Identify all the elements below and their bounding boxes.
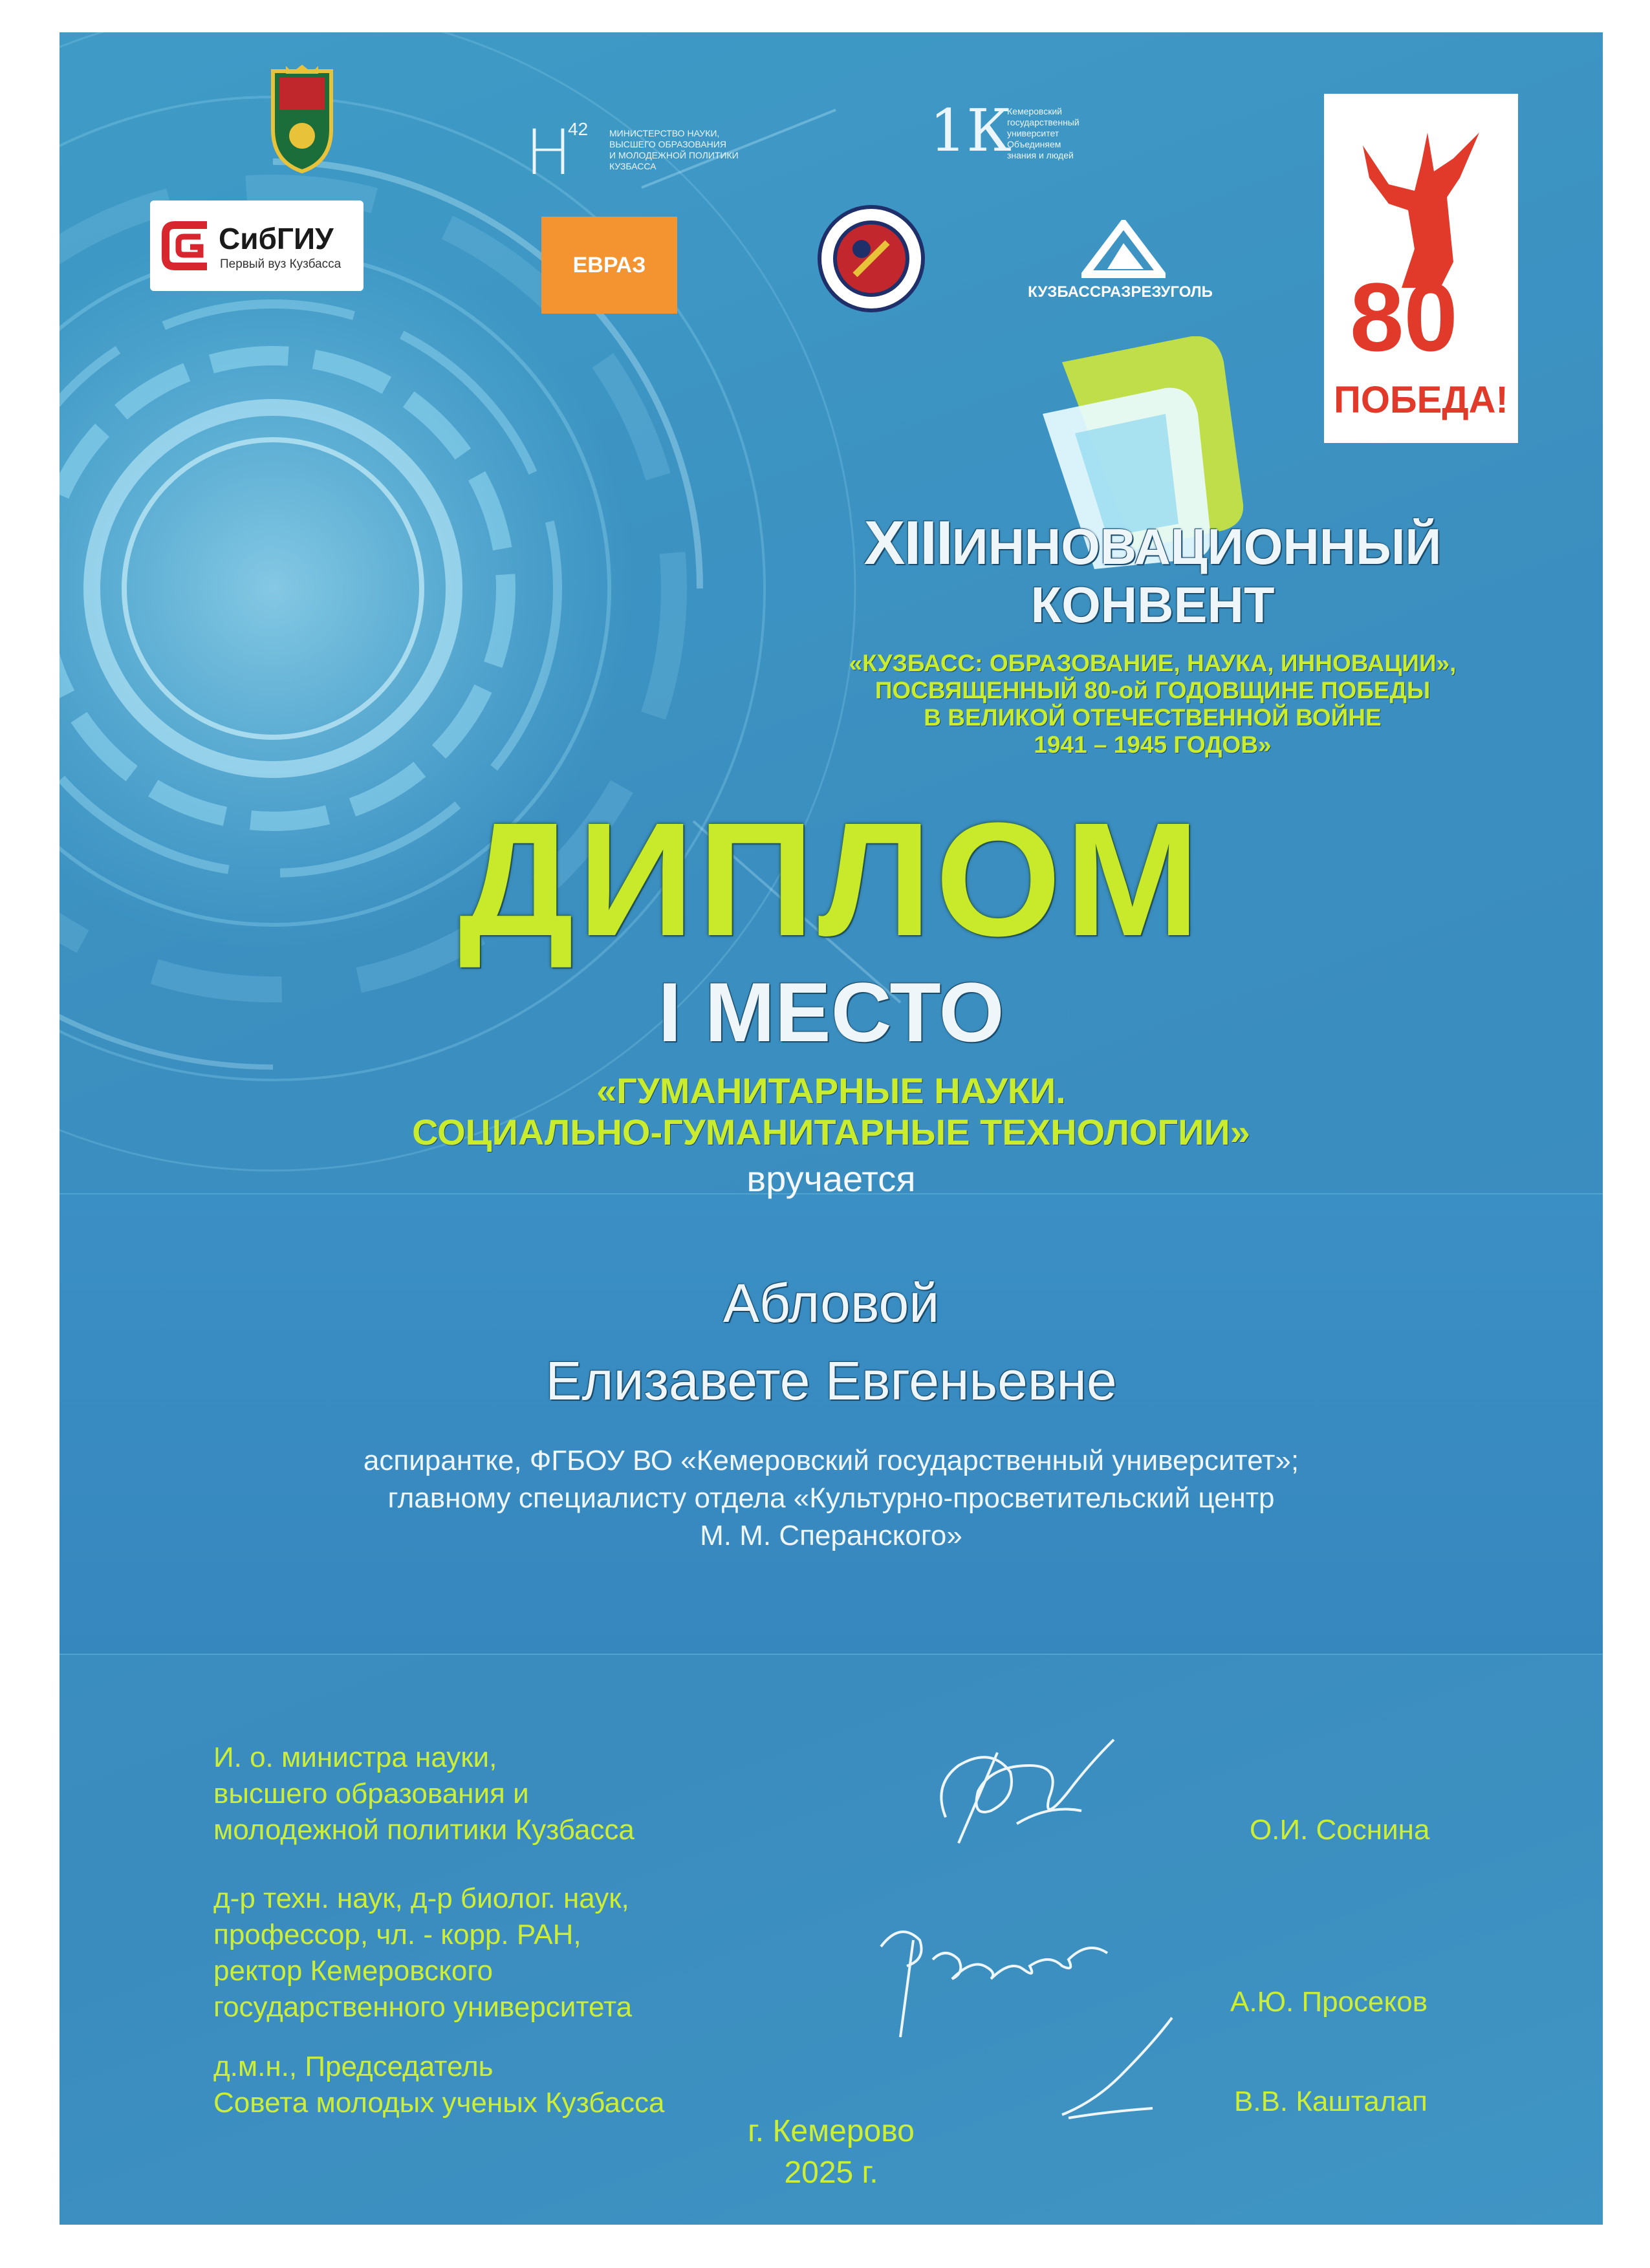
- signature-1-image: [920, 1714, 1140, 1869]
- diploma-title: ДИПЛОМ: [459, 789, 1204, 969]
- signatory-3-position: [213, 2049, 796, 2121]
- victory-number: 80: [1350, 263, 1458, 371]
- signatory-position-line: государственного университета: [213, 1991, 633, 2023]
- signatory-position-line: профессор, чл. - корр. РАН,: [213, 1919, 581, 1950]
- signatory-1-position: [213, 1740, 796, 1848]
- ministry-logo: [525, 116, 849, 194]
- recipient-given-names: Елизавете Евгеньевне: [545, 1350, 1117, 1411]
- kuzbass-coat-of-arms-logo: [260, 65, 344, 173]
- awarded-text: вручается: [746, 1158, 916, 1199]
- sibgiu-name: СибГИУ: [219, 222, 334, 255]
- diploma-sheet: [60, 32, 1603, 2225]
- signatory-position-line: ректор Кемеровского: [213, 1955, 493, 1987]
- footer-city: г. Кемерово: [748, 2114, 915, 2148]
- ministry-line: КУЗБАССА: [609, 161, 657, 171]
- signatory-2-position: [213, 1881, 796, 2025]
- ministry-mark: H: [525, 116, 572, 189]
- victory-text: ПОБЕДА!: [1334, 379, 1508, 421]
- nomination-line2: СОЦИАЛЬНО-ГУМАНИТАРНЫЕ ТЕХНОЛОГИИ»: [412, 1112, 1250, 1152]
- kemsu-line: знания и людей: [1007, 150, 1074, 160]
- ministry-text: [609, 128, 739, 172]
- recipient-details: [60, 1442, 1603, 1555]
- kemsu-logo: [929, 97, 1124, 188]
- convent-numeral: XIII: [863, 508, 952, 578]
- ministry-line: И МОЛОДЕЖНОЙ ПОЛИТИКИ: [609, 150, 739, 160]
- recipient-surname: Абловой: [722, 1273, 940, 1334]
- recipient-detail-line: М. М. Сперанского»: [700, 1520, 962, 1551]
- signatory-1-name: О.И. Соснина: [1250, 1814, 1430, 1846]
- signatory-position-line: высшего образования и: [213, 1778, 529, 1809]
- sibgiu-icon: [162, 219, 213, 273]
- victory-80-logo: [1324, 94, 1518, 443]
- recipient-detail-line: главному специалисту отдела «Культурно-просветительский центр: [387, 1482, 1275, 1514]
- kuzbassrazrezugol-icon: [1081, 220, 1166, 278]
- convent-subtitle-line: ПОСВЯЩЕННЫЙ 80-ой ГОДОВЩИНЕ ПОБЕДЫ: [874, 677, 1431, 704]
- signatory-position-line: И. о. министра науки,: [213, 1742, 497, 1773]
- sibgiu-tagline: Первый вуз Кузбасса: [220, 257, 342, 271]
- convent-subtitle-line: «КУЗБАСС: ОБРАЗОВАНИЕ, НАУКА, ИННОВАЦИИ»,: [849, 650, 1457, 676]
- convent-title: [771, 508, 1534, 579]
- signatory-position-line: д-р техн. наук, д-р биолог. наук,: [213, 1883, 629, 1914]
- evraz-name: ЕВРАЗ: [572, 253, 646, 277]
- kuzbassrazrezugol-logo: [1017, 220, 1224, 304]
- kemsu-mark: 1К: [929, 97, 1012, 165]
- signatory-position-line: молодежной политики Кузбасса: [213, 1814, 635, 1846]
- sibgiu-logo: [150, 200, 364, 291]
- kemsu-text: [1007, 106, 1080, 161]
- kuzbassrazrezugol-name: КУЗБАССРАЗРЕЗУГОЛЬ: [1028, 283, 1213, 301]
- nomination: [60, 1070, 1603, 1153]
- convent-title-line1: ИННОВАЦИОННЫЙ: [951, 518, 1442, 575]
- young-scientists-council-logo: [816, 204, 926, 314]
- nomination-line1: «ГУМАНИТАРНЫЕ НАУКИ.: [596, 1070, 1066, 1111]
- signatory-position-line: д.м.н., Председатель: [213, 2051, 494, 2082]
- signatory-position-line: Совета молодых ученых Кузбасса: [213, 2087, 665, 2119]
- signatory-2-name: А.Ю. Просеков: [1230, 1986, 1428, 2018]
- recipient-detail-line: аспирантке, ФГБОУ ВО «Кемеровский государственный университет»;: [363, 1445, 1299, 1476]
- footer-year: 2025 г.: [784, 2155, 878, 2190]
- evraz-logo: [541, 217, 677, 314]
- recipient-band: [60, 1193, 1603, 1655]
- convent-subtitle: [771, 650, 1534, 759]
- kemsu-line: государственный: [1007, 117, 1080, 127]
- convent-title-line2: КОНВЕНТ: [1030, 576, 1275, 633]
- convent-subtitle-line: В ВЕЛИКОЙ ОТЕЧЕСТВЕННОЙ ВОЙНЕ: [924, 704, 1382, 731]
- diploma-place: I МЕСТО: [658, 965, 1004, 1059]
- kemsu-line: Объединяем: [1007, 139, 1061, 149]
- ministry-line: МИНИСТЕРСТВО НАУКИ,: [609, 128, 720, 138]
- kemsu-line: университет: [1007, 128, 1059, 138]
- convent-subtitle-line: 1941 – 1945 ГОДОВ»: [1034, 731, 1272, 758]
- signatory-3-name: В.В. Кашталап: [1234, 2086, 1427, 2117]
- ministry-line: ВЫСШЕГО ОБРАЗОВАНИЯ: [609, 139, 726, 149]
- ministry-superscript: 42: [568, 119, 589, 139]
- kemsu-line: Кемеровский: [1007, 106, 1062, 116]
